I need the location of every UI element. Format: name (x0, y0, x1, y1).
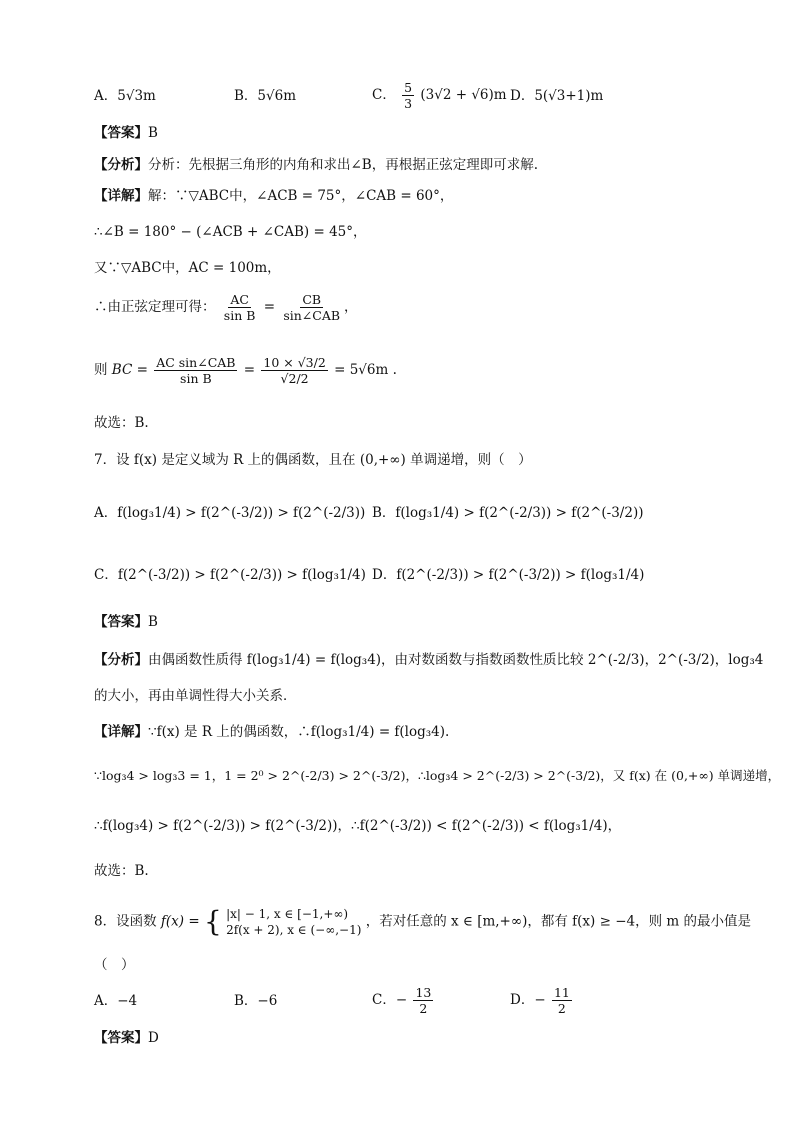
q7-detail-1: 【详解】∵f(x) 是 R 上的偶函数，∴f(log₃1/4) = f(log₃4). (94, 724, 450, 740)
q6-option-a: A．5√3m (94, 88, 156, 104)
q8-case-1: |x| − 1, x ∈ [−1,+∞) (226, 907, 349, 921)
q7-option-b: B．f(log₃1/4) > f(2^(-2/3)) > f(2^(-3/2)) (372, 505, 644, 521)
q6-answer: 【答案】B (94, 125, 158, 141)
q6-detail-1: 【详解】解：∵▽ABC中，∠ACB = 75°，∠CAB = 60°， (94, 188, 454, 204)
q8-stem: 8．设函数 f(x) = { |x| − 1, x ∈ [−1,+∞) 2f(x + 2), x ∈ (−∞,−1) ，若对任意的 x ∈ [m,+∞)，都有 f(x) ≥ −4，则 m 的最小值是 (94, 905, 751, 938)
q7-detail-3: ∴f(log₃4) > f(2^(-2/3)) > f(2^(-3/2))，∴f(2^(-3/2)) < f(2^(-2/3)) < f(log₃1/4)， (94, 818, 622, 834)
q7-analysis-1: 【分析】由偶函数性质得 f(log₃1/4) = f(log₃4)，由对数函数与指数函数性质比较 2^(-2/3)，2^(-3/2)，log₃4 (94, 652, 764, 668)
q7-option-c: C．f(2^(-3/2)) > f(2^(-2/3)) > f(log₃1/4) (94, 567, 366, 583)
q7-detail-2: ∵log₃4 > log₃3 = 1，1 = 2⁰ > 2^(-2/3) > 2^(-3/2)，∴log₃4 > 2^(-2/3) > 2^(-3/2)，又 f(x) 在 (0,+∞) 单调递增， (94, 768, 781, 783)
q6-detail-2: ∴∠B = 180° − (∠ACB + ∠CAB) = 45°， (94, 224, 367, 240)
q6-detail-4: ∴由正弦定理可得： $\frac{AC}{\text{sin B}}$ = $\frac{CB}{\text{sin∠CAB}}$ ， (94, 292, 358, 323)
q8-option-c: C．− $\frac{13}{2}$ (372, 985, 432, 1016)
q6-option-c: C． $\frac{5}{3}$ (3√2 + √6)m (372, 80, 507, 111)
q8-option-d: D．− $\frac{11}{2}$ (510, 985, 570, 1016)
q6-option-b: B．5√6m (234, 88, 297, 104)
q6-analysis: 【分析】分析：先根据三角形的内角和求出∠B，再根据正弦定理即可求解. (94, 157, 539, 173)
q7-conclusion: 故选：B. (94, 863, 149, 879)
q8-option-b: B．−6 (234, 993, 278, 1009)
q6-option-d: D．5(√3+1)m (510, 88, 604, 104)
q6-conclusion: 故选：B. (94, 415, 149, 431)
q7-option-a: A．f(log₃1/4) > f(2^(-3/2)) > f(2^(-2/3)) (94, 505, 366, 521)
q6-detail-3: 又∵▽ABC中，AC = 100m， (94, 260, 281, 276)
q8-case-2: 2f(x + 2), x ∈ (−∞,−1) (226, 923, 362, 937)
q7-analysis-2: 的大小，再由单调性得大小关系． (94, 688, 297, 704)
q6-detail-5: 则 BC = $\frac{\text{AC sin∠CAB}}{\text{sin B}}$ = $\frac{10 \times √3/2}{√2/2}$ = 5√6m . (94, 355, 397, 386)
q8-answer: 【答案】D (94, 1030, 159, 1046)
q8-option-a: A．−4 (94, 993, 138, 1009)
q7-stem: 7．设 f(x) 是定义域为 R 上的偶函数，且在 (0,+∞) 单调递增，则（ ） (94, 452, 532, 468)
q7-answer: 【答案】B (94, 614, 158, 630)
q7-option-d: D．f(2^(-2/3)) > f(2^(-3/2)) > f(log₃1/4) (372, 567, 645, 583)
q8-paren: （ ） (94, 957, 135, 973)
